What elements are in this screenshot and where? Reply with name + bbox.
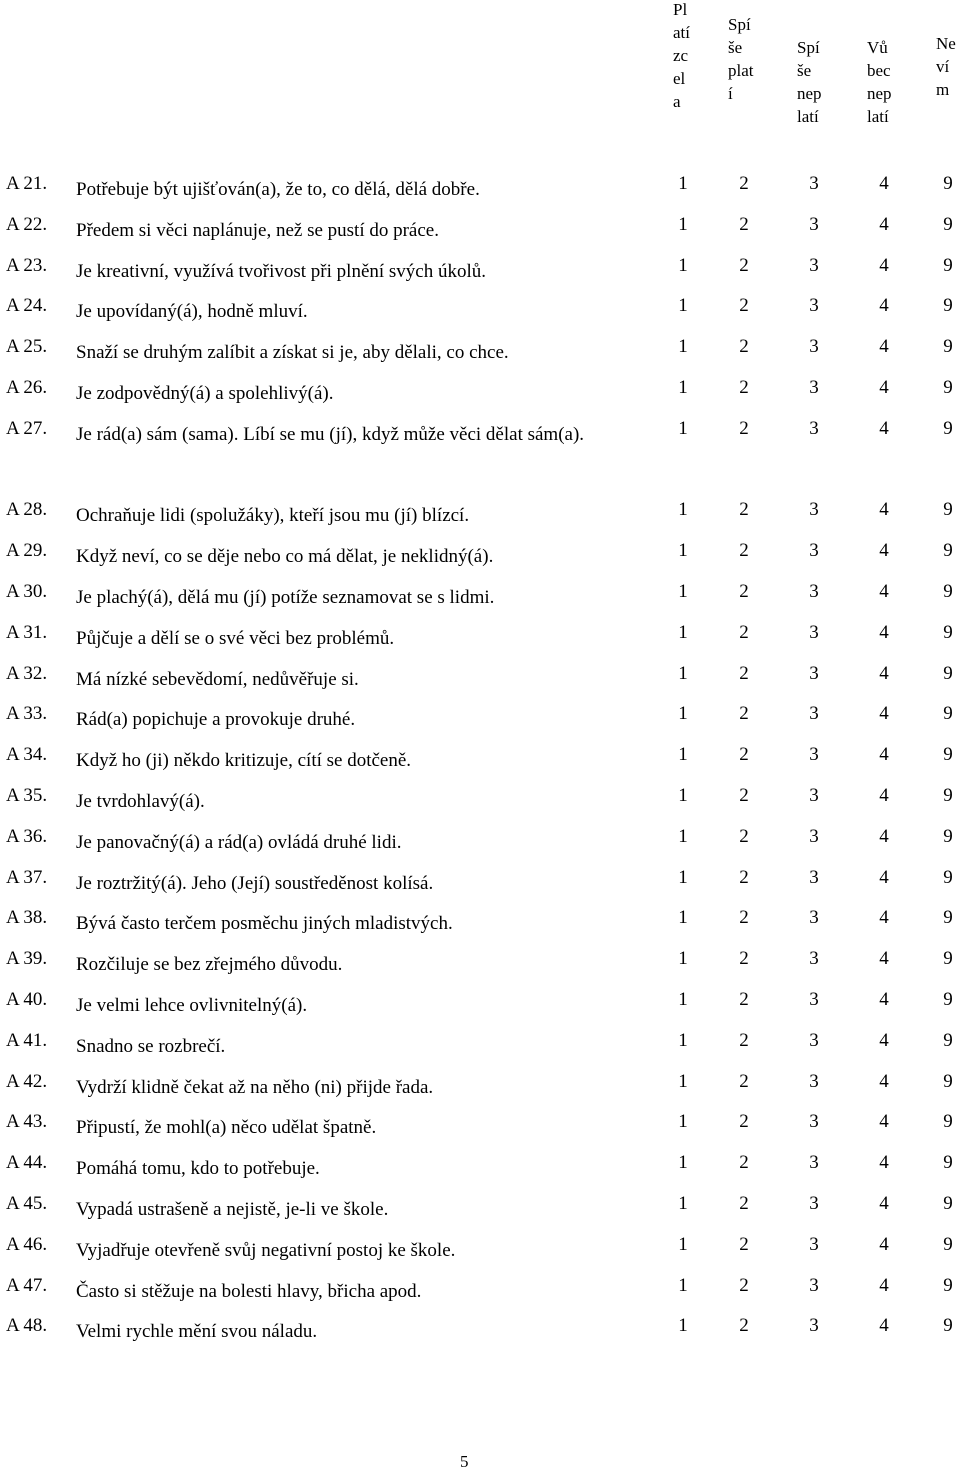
item-code: A 34. bbox=[6, 744, 48, 766]
answer-option[interactable]: 4 bbox=[879, 1315, 889, 1337]
answer-option[interactable]: 1 bbox=[678, 376, 688, 398]
answer-option[interactable]: 3 bbox=[809, 499, 819, 521]
answer-option[interactable]: 9 bbox=[943, 1233, 953, 1255]
answer-option[interactable]: 4 bbox=[879, 866, 889, 888]
header-line: nep bbox=[797, 84, 822, 103]
header-col-spise-plati bbox=[728, 13, 754, 105]
item-code: A 33. bbox=[6, 703, 48, 725]
item-code: A 41. bbox=[6, 1029, 48, 1051]
answer-option[interactable]: 2 bbox=[739, 295, 749, 317]
item-code: A 27. bbox=[6, 417, 48, 439]
list-item bbox=[0, 415, 960, 497]
list-item bbox=[0, 1190, 960, 1231]
item-code: A 46. bbox=[6, 1233, 48, 1255]
item-text: Ochraňuje lidi (spolužáky), kteří jsou mu (jí) blízcí. bbox=[76, 505, 470, 527]
item-text: Snadno se rozbrečí. bbox=[76, 1035, 226, 1057]
header-line: še bbox=[797, 61, 812, 80]
item-text: Má nízké sebevědomí, nedůvěřuje si. bbox=[76, 668, 359, 690]
header-line: nep bbox=[867, 84, 892, 103]
list-item bbox=[0, 1149, 960, 1190]
answer-option[interactable]: 9 bbox=[943, 825, 953, 847]
answer-option[interactable]: 3 bbox=[809, 988, 819, 1010]
item-code: A 36. bbox=[6, 825, 48, 847]
list-item bbox=[0, 211, 960, 252]
answer-option[interactable]: 4 bbox=[879, 621, 889, 643]
header-line: í bbox=[728, 84, 733, 103]
answer-option[interactable]: 1 bbox=[678, 1315, 688, 1337]
answer-option[interactable]: 9 bbox=[943, 1274, 953, 1296]
item-code: A 47. bbox=[6, 1274, 48, 1296]
header-col-plati-zcela bbox=[673, 0, 690, 113]
answer-option[interactable]: 3 bbox=[809, 1274, 819, 1296]
answer-option[interactable]: 9 bbox=[943, 540, 953, 562]
answer-option[interactable]: 3 bbox=[809, 825, 819, 847]
item-code: A 43. bbox=[6, 1111, 48, 1133]
answer-option[interactable]: 1 bbox=[678, 254, 688, 276]
answer-option[interactable]: 2 bbox=[739, 744, 749, 766]
answer-option[interactable]: 1 bbox=[678, 703, 688, 725]
item-code: A 42. bbox=[6, 1070, 48, 1092]
answer-option[interactable]: 3 bbox=[809, 1233, 819, 1255]
answer-option[interactable]: 3 bbox=[809, 417, 819, 439]
answer-option[interactable]: 9 bbox=[943, 1152, 953, 1174]
answer-option[interactable]: 4 bbox=[879, 213, 889, 235]
answer-option[interactable]: 1 bbox=[678, 1274, 688, 1296]
answer-option[interactable]: 3 bbox=[809, 784, 819, 806]
answer-option[interactable]: 1 bbox=[678, 988, 688, 1010]
item-text: Je plachý(á), dělá mu (jí) potíže seznamovat se s lidmi. bbox=[76, 586, 495, 608]
answer-option[interactable]: 3 bbox=[809, 213, 819, 235]
item-list bbox=[0, 170, 960, 1353]
answer-option[interactable]: 4 bbox=[879, 784, 889, 806]
list-item bbox=[0, 864, 960, 905]
answer-option[interactable]: 1 bbox=[678, 1070, 688, 1092]
list-item bbox=[0, 578, 960, 619]
header-line: Ne bbox=[936, 34, 956, 53]
answer-option[interactable]: 4 bbox=[879, 1192, 889, 1214]
answer-option[interactable]: 2 bbox=[739, 376, 749, 398]
answer-option[interactable]: 1 bbox=[678, 1029, 688, 1051]
answer-option[interactable]: 9 bbox=[943, 744, 953, 766]
answer-option[interactable]: 9 bbox=[943, 254, 953, 276]
list-item bbox=[0, 333, 960, 374]
answer-option[interactable]: 3 bbox=[809, 866, 819, 888]
item-text: Je panovačný(á) a rád(a) ovládá druhé lidi. bbox=[76, 831, 402, 853]
item-text: Půjčuje a dělí se o své věci bez problémů. bbox=[76, 627, 395, 649]
answer-option[interactable]: 1 bbox=[678, 336, 688, 358]
list-item bbox=[0, 823, 960, 864]
item-code: A 38. bbox=[6, 907, 48, 929]
answer-option[interactable]: 4 bbox=[879, 1070, 889, 1092]
list-item bbox=[0, 1231, 960, 1272]
answer-option[interactable]: 3 bbox=[809, 662, 819, 684]
answer-option[interactable]: 1 bbox=[678, 417, 688, 439]
list-item bbox=[0, 1312, 960, 1353]
page-number: 5 bbox=[460, 1452, 469, 1471]
answer-option[interactable]: 3 bbox=[809, 1111, 819, 1133]
answer-option[interactable]: 3 bbox=[809, 173, 819, 194]
answer-option[interactable]: 4 bbox=[879, 254, 889, 276]
item-code: A 22. bbox=[6, 213, 48, 235]
answer-option[interactable]: 9 bbox=[943, 417, 953, 439]
list-item bbox=[0, 292, 960, 333]
answer-option[interactable]: 2 bbox=[739, 540, 749, 562]
answer-option[interactable]: 4 bbox=[879, 907, 889, 929]
item-text: Vypadá ustrašeně a nejistě, je-li ve škole. bbox=[76, 1198, 389, 1220]
answer-option[interactable]: 4 bbox=[879, 540, 889, 562]
item-text: Rád(a) popichuje a provokuje druhé. bbox=[76, 709, 356, 731]
list-item bbox=[0, 537, 960, 578]
answer-option[interactable]: 3 bbox=[809, 703, 819, 725]
answer-option[interactable]: 4 bbox=[879, 1152, 889, 1174]
answer-option[interactable]: 1 bbox=[678, 621, 688, 643]
answer-option[interactable]: 4 bbox=[879, 703, 889, 725]
answer-option[interactable]: 4 bbox=[879, 1111, 889, 1133]
header-line: Spí bbox=[728, 15, 751, 34]
answer-option[interactable]: 9 bbox=[943, 173, 953, 194]
answer-option[interactable]: 1 bbox=[678, 1152, 688, 1174]
list-item bbox=[0, 170, 960, 211]
answer-option[interactable]: 9 bbox=[943, 376, 953, 398]
answer-option[interactable]: 3 bbox=[809, 621, 819, 643]
list-item bbox=[0, 700, 960, 741]
list-item bbox=[0, 1272, 960, 1313]
item-text: Je tvrdohlavý(á). bbox=[76, 790, 205, 812]
list-item bbox=[0, 374, 960, 415]
list-item bbox=[0, 252, 960, 293]
list-item bbox=[0, 904, 960, 945]
answer-option[interactable]: 1 bbox=[678, 744, 688, 766]
answer-option[interactable]: 2 bbox=[739, 988, 749, 1010]
answer-option[interactable]: 3 bbox=[809, 376, 819, 398]
answer-option[interactable]: 4 bbox=[879, 580, 889, 602]
answer-option[interactable]: 2 bbox=[739, 254, 749, 276]
answer-option[interactable]: 9 bbox=[943, 499, 953, 521]
answer-option[interactable]: 2 bbox=[739, 173, 749, 194]
header-line: zc bbox=[673, 46, 689, 65]
item-code: A 40. bbox=[6, 988, 48, 1010]
answer-option[interactable]: 2 bbox=[739, 866, 749, 888]
item-code: A 24. bbox=[6, 295, 48, 317]
answer-option[interactable]: 2 bbox=[739, 213, 749, 235]
item-code: A 48. bbox=[6, 1315, 48, 1337]
header-line: el bbox=[673, 69, 686, 88]
header-line: bec bbox=[867, 61, 891, 80]
item-code: A 35. bbox=[6, 784, 48, 806]
header-line: Vů bbox=[867, 38, 888, 57]
answer-option[interactable]: 3 bbox=[809, 907, 819, 929]
answer-option[interactable]: 1 bbox=[678, 173, 688, 194]
header-line: m bbox=[936, 80, 950, 99]
answer-option[interactable]: 3 bbox=[809, 336, 819, 358]
answer-option[interactable]: 4 bbox=[879, 499, 889, 521]
answer-option[interactable]: 3 bbox=[809, 1152, 819, 1174]
answer-option[interactable]: 4 bbox=[879, 1029, 889, 1051]
header-line: Pl bbox=[673, 0, 688, 19]
answer-option[interactable]: 9 bbox=[943, 662, 953, 684]
answer-option[interactable]: 4 bbox=[879, 1274, 889, 1296]
answer-option[interactable]: 1 bbox=[678, 825, 688, 847]
answer-option[interactable]: 9 bbox=[943, 621, 953, 643]
item-text: Je upovídaný(á), hodně mluví. bbox=[76, 301, 308, 323]
answer-option[interactable]: 2 bbox=[739, 948, 749, 970]
answer-option[interactable]: 9 bbox=[943, 580, 953, 602]
answer-option[interactable]: 4 bbox=[879, 1233, 889, 1255]
answer-option[interactable]: 9 bbox=[943, 336, 953, 358]
item-code: A 29. bbox=[6, 540, 48, 562]
answer-option[interactable]: 4 bbox=[879, 662, 889, 684]
item-text: Vyjadřuje otevřeně svůj negativní postoj ke škole. bbox=[76, 1239, 456, 1261]
answer-option[interactable]: 2 bbox=[739, 1192, 749, 1214]
header-line: latí bbox=[797, 107, 819, 126]
answer-option[interactable]: 3 bbox=[809, 948, 819, 970]
list-item bbox=[0, 1027, 960, 1068]
item-text: Potřebuje být ujišťován(a), že to, co dělá, dělá dobře. bbox=[76, 179, 480, 200]
answer-option[interactable]: 2 bbox=[739, 1233, 749, 1255]
answer-option[interactable]: 1 bbox=[678, 1233, 688, 1255]
item-text: Je kreativní, využívá tvořivost při plnění svých úkolů. bbox=[76, 260, 487, 282]
answer-option[interactable]: 2 bbox=[739, 784, 749, 806]
item-text: Bývá často terčem posměchu jiných mladistvých. bbox=[76, 913, 453, 935]
item-text: Když ho (ji) někdo kritizuje, cítí se dotčeně. bbox=[76, 750, 412, 772]
answer-option[interactable]: 4 bbox=[879, 376, 889, 398]
answer-option[interactable]: 1 bbox=[678, 866, 688, 888]
item-text: Snaží se druhým zalíbit a získat si je, aby dělali, co chce. bbox=[76, 342, 509, 364]
answer-option[interactable]: 1 bbox=[678, 499, 688, 521]
answer-option[interactable]: 2 bbox=[739, 825, 749, 847]
item-text: Když neví, co se děje nebo co má dělat, je neklidný(á). bbox=[76, 546, 494, 568]
list-item bbox=[0, 986, 960, 1027]
answer-option[interactable]: 4 bbox=[879, 744, 889, 766]
item-code: A 32. bbox=[6, 662, 48, 684]
answer-option[interactable]: 1 bbox=[678, 948, 688, 970]
answer-option[interactable]: 1 bbox=[678, 540, 688, 562]
answer-option[interactable]: 3 bbox=[809, 580, 819, 602]
header-col-nevim bbox=[936, 32, 956, 101]
answer-option[interactable]: 4 bbox=[879, 988, 889, 1010]
answer-option[interactable]: 2 bbox=[739, 417, 749, 439]
item-code: A 31. bbox=[6, 621, 48, 643]
answer-option[interactable]: 9 bbox=[943, 948, 953, 970]
list-item bbox=[0, 741, 960, 782]
answer-option[interactable]: 3 bbox=[809, 254, 819, 276]
answer-option[interactable]: 9 bbox=[943, 703, 953, 725]
item-code: A 30. bbox=[6, 580, 48, 602]
answer-option[interactable]: 2 bbox=[739, 1315, 749, 1337]
answer-option[interactable]: 2 bbox=[739, 907, 749, 929]
header-col-spise-neplati bbox=[797, 36, 822, 128]
item-code: A 23. bbox=[6, 254, 48, 276]
header-line: latí bbox=[867, 107, 889, 126]
item-text: Je roztržitý(á). Jeho (Její) soustředěnost kolísá. bbox=[76, 872, 434, 894]
answer-option[interactable]: 1 bbox=[678, 1192, 688, 1214]
answer-option[interactable]: 4 bbox=[879, 336, 889, 358]
item-code: A 21. bbox=[6, 173, 48, 194]
item-code: A 28. bbox=[6, 499, 48, 521]
item-code: A 26. bbox=[6, 376, 48, 398]
answer-option[interactable]: 9 bbox=[943, 295, 953, 317]
item-code: A 25. bbox=[6, 336, 48, 358]
answer-option[interactable]: 9 bbox=[943, 866, 953, 888]
answer-option[interactable]: 2 bbox=[739, 580, 749, 602]
answer-option[interactable]: 9 bbox=[943, 213, 953, 235]
header-col-vubec-neplati bbox=[867, 36, 892, 128]
answer-option[interactable]: 4 bbox=[879, 948, 889, 970]
item-code: A 39. bbox=[6, 948, 48, 970]
item-text: Připustí, že mohl(a) něco udělat špatně. bbox=[76, 1117, 377, 1139]
answer-option[interactable]: 4 bbox=[879, 417, 889, 439]
item-code: A 37. bbox=[6, 866, 48, 888]
item-code: A 45. bbox=[6, 1192, 48, 1214]
answer-option[interactable]: 1 bbox=[678, 1111, 688, 1133]
answer-option[interactable]: 2 bbox=[739, 1029, 749, 1051]
item-code: A 44. bbox=[6, 1152, 48, 1174]
answer-option[interactable]: 3 bbox=[809, 1029, 819, 1051]
header-line: še bbox=[728, 38, 743, 57]
answer-option[interactable]: 9 bbox=[943, 988, 953, 1010]
list-item bbox=[0, 1108, 960, 1149]
item-text: Je zodpovědný(á) a spolehlivý(á). bbox=[76, 382, 334, 404]
answer-option[interactable]: 1 bbox=[678, 907, 688, 929]
item-text: Je velmi lehce ovlivnitelný(á). bbox=[76, 994, 308, 1016]
answer-option[interactable]: 3 bbox=[809, 540, 819, 562]
answer-option[interactable]: 9 bbox=[943, 1111, 953, 1133]
answer-option[interactable]: 9 bbox=[943, 1070, 953, 1092]
list-item bbox=[0, 660, 960, 701]
answer-option[interactable]: 2 bbox=[739, 499, 749, 521]
answer-option[interactable]: 2 bbox=[739, 1152, 749, 1174]
answer-option[interactable]: 3 bbox=[809, 1192, 819, 1214]
answer-option[interactable]: 3 bbox=[809, 295, 819, 317]
answer-option[interactable]: 1 bbox=[678, 784, 688, 806]
list-item bbox=[0, 1068, 960, 1109]
header-line: plat bbox=[728, 61, 754, 80]
answer-option[interactable]: 9 bbox=[943, 784, 953, 806]
answer-option[interactable]: 4 bbox=[879, 295, 889, 317]
list-item bbox=[0, 782, 960, 823]
answer-option[interactable]: 1 bbox=[678, 580, 688, 602]
answer-option[interactable]: 1 bbox=[678, 295, 688, 317]
header-line: ví bbox=[936, 57, 950, 76]
answer-option[interactable]: 9 bbox=[943, 1192, 953, 1214]
answer-option[interactable]: 3 bbox=[809, 1070, 819, 1092]
answer-option[interactable]: 9 bbox=[943, 1029, 953, 1051]
item-text: Pomáhá tomu, kdo to potřebuje. bbox=[76, 1158, 320, 1180]
answer-option[interactable]: 2 bbox=[739, 703, 749, 725]
item-text: Vydrží klidně čekat až na něho (ni) přijde řada. bbox=[76, 1076, 434, 1098]
item-text: Rozčiluje se bez zřejmého důvodu. bbox=[76, 954, 343, 976]
header-line: atí bbox=[673, 23, 690, 42]
answer-option[interactable]: 2 bbox=[739, 662, 749, 684]
list-item bbox=[0, 619, 960, 660]
item-text: Je rád(a) sám (sama). Líbí se mu (jí), když může věci dělat sám(a). bbox=[76, 423, 585, 445]
item-text: Velmi rychle mění svou náladu. bbox=[76, 1321, 318, 1343]
answer-option[interactable]: 3 bbox=[809, 1315, 819, 1337]
answer-option[interactable]: 1 bbox=[678, 662, 688, 684]
item-text: Často si stěžuje na bolesti hlavy, břicha apod. bbox=[76, 1280, 422, 1302]
answer-option[interactable]: 1 bbox=[678, 213, 688, 235]
answer-option[interactable]: 9 bbox=[943, 1315, 953, 1337]
list-item bbox=[0, 945, 960, 986]
answer-option[interactable]: 3 bbox=[809, 744, 819, 766]
answer-option[interactable]: 2 bbox=[739, 1274, 749, 1296]
answer-option[interactable]: 2 bbox=[739, 336, 749, 358]
header-line: Spí bbox=[797, 38, 820, 57]
item-text: Předem si věci naplánuje, než se pustí do práce. bbox=[76, 219, 439, 241]
list-item bbox=[0, 496, 960, 537]
answer-option[interactable]: 9 bbox=[943, 907, 953, 929]
answer-option[interactable]: 2 bbox=[739, 621, 749, 643]
answer-option[interactable]: 4 bbox=[879, 825, 889, 847]
answer-option[interactable]: 2 bbox=[739, 1070, 749, 1092]
header-line: a bbox=[673, 92, 681, 111]
answer-option[interactable]: 4 bbox=[879, 173, 889, 194]
answer-option[interactable]: 2 bbox=[739, 1111, 749, 1133]
